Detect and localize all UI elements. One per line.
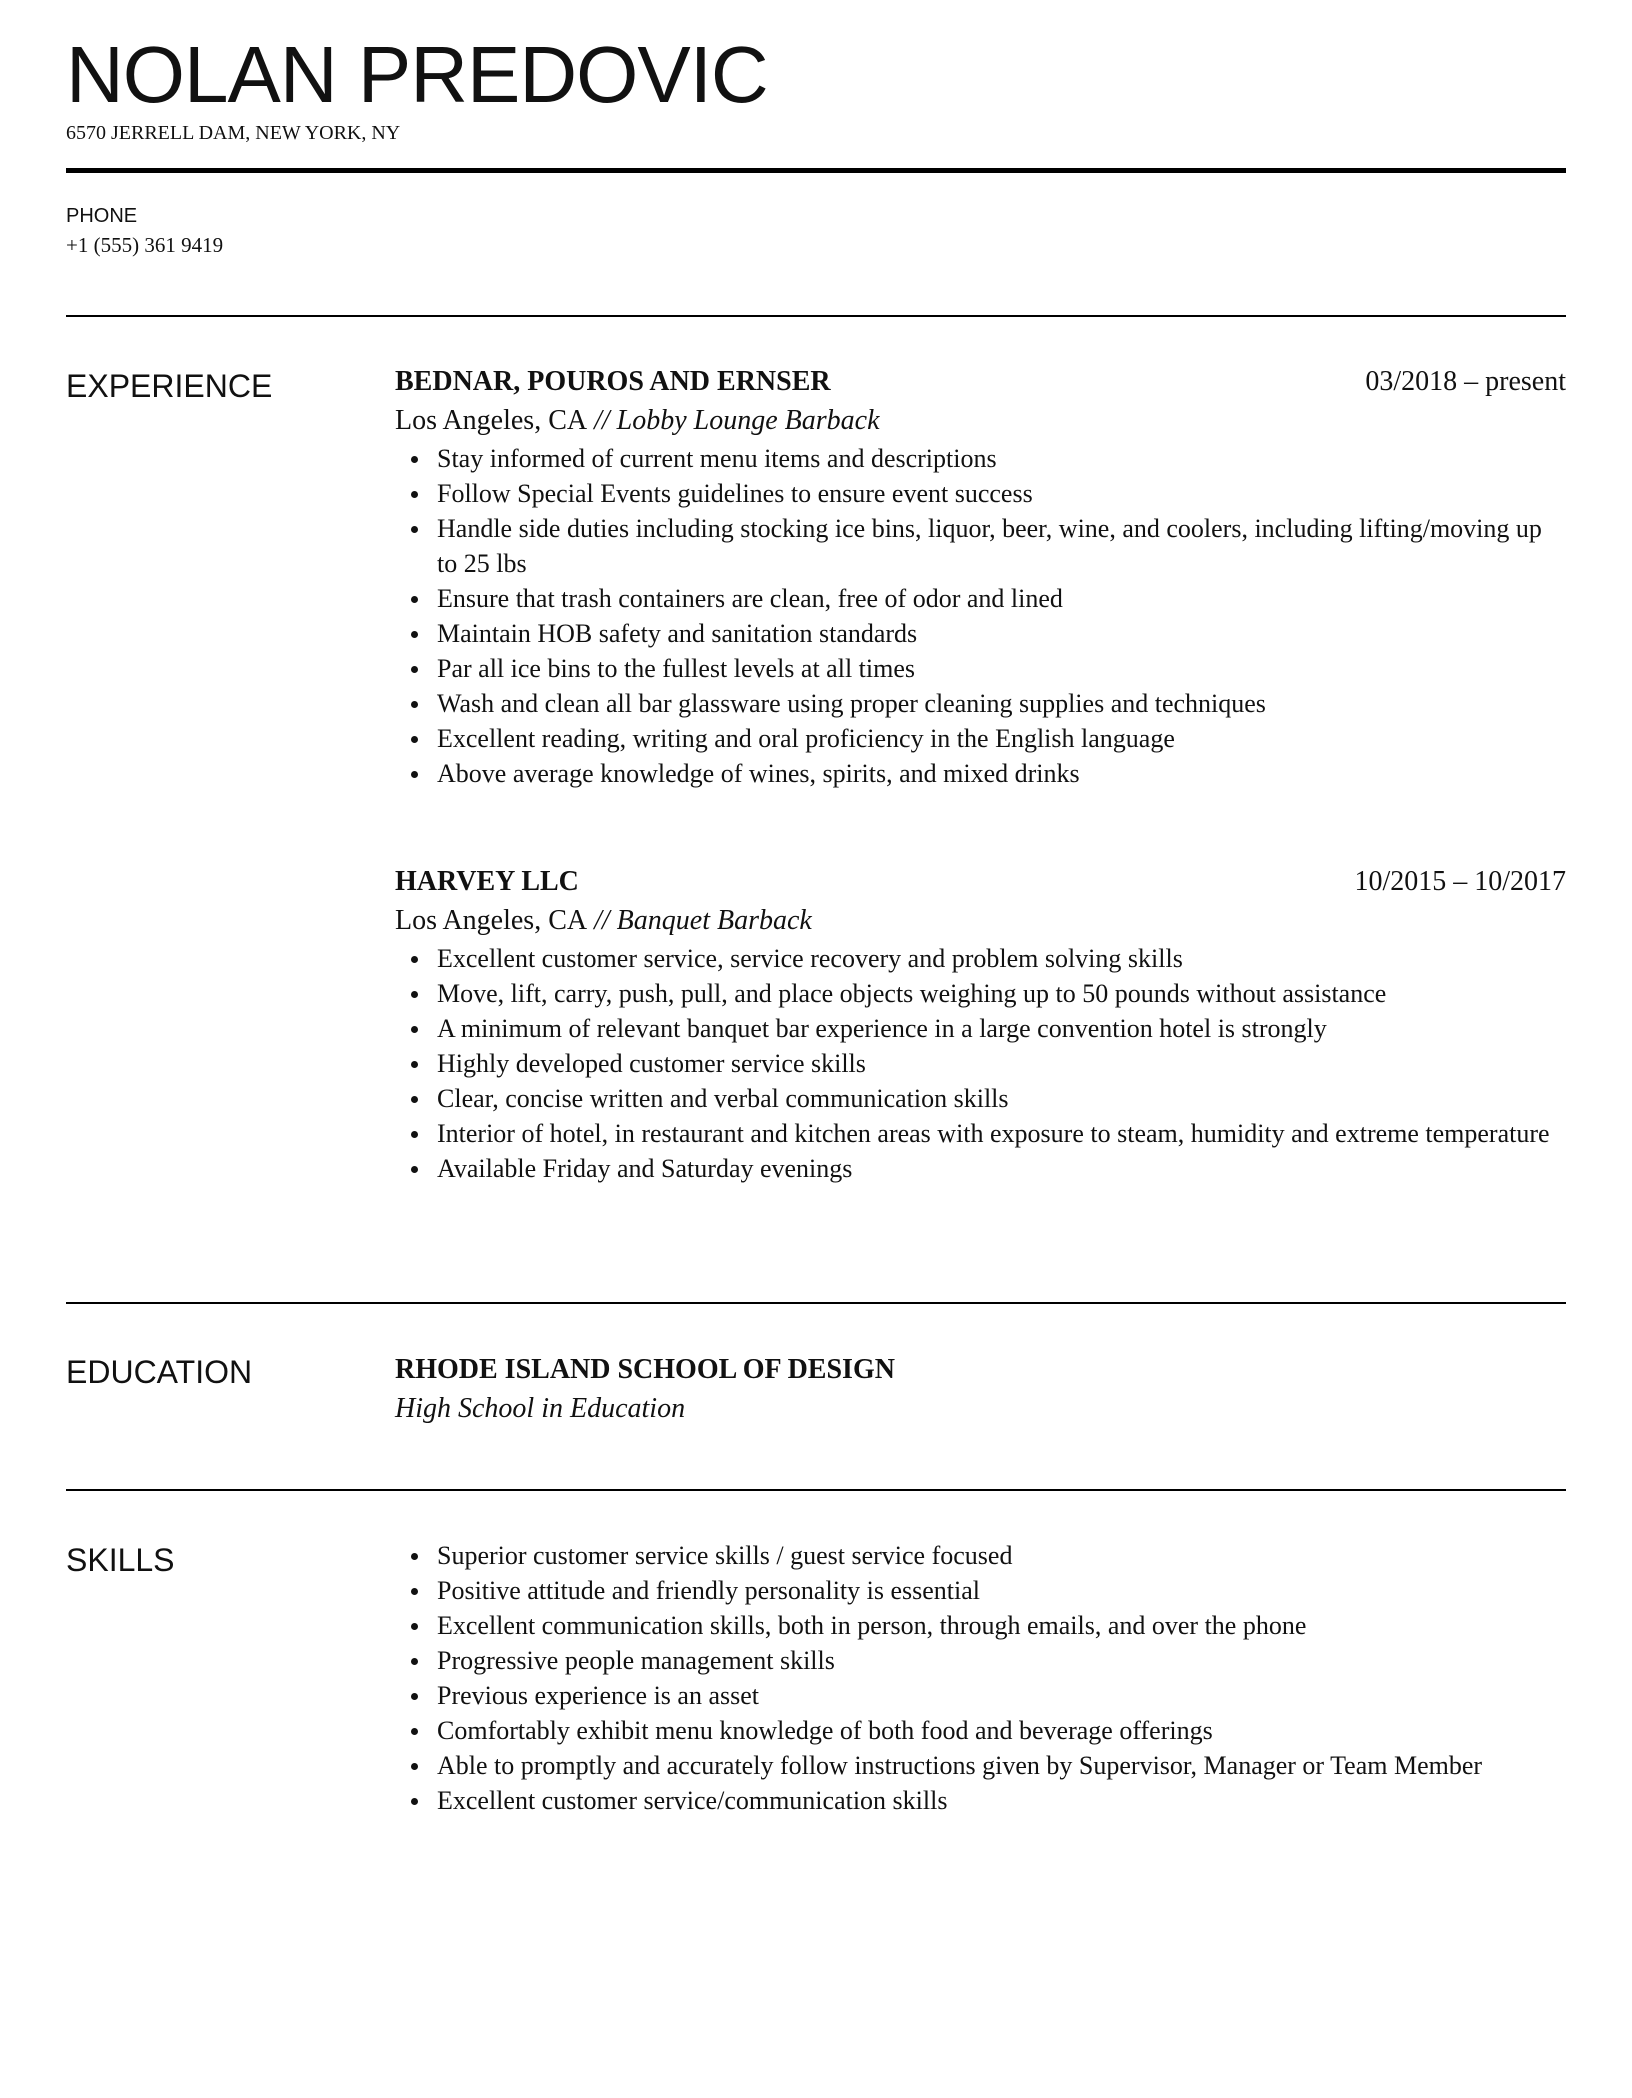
- list-item-text: Wash and clean all bar glassware using proper cleaning supplies and techniques: [437, 689, 1266, 718]
- list-item-text: Previous experience is an asset: [437, 1681, 760, 1710]
- applicant-name: NOLAN PREDOVIC: [66, 30, 768, 119]
- list-item-text: A minimum of relevant banquet bar experience in a large convention hotel is strongly: [437, 1014, 1327, 1043]
- job-location: Los Angeles, CA: [395, 905, 588, 936]
- job-separator: //: [587, 905, 617, 936]
- list-item-text: Maintain HOB safety and sanitation standards: [437, 619, 918, 648]
- header-divider: [66, 168, 1566, 173]
- list-item: [395, 441, 1566, 476]
- list-item: [395, 1116, 1566, 1151]
- bullet-icon: [411, 526, 418, 533]
- list-item: [395, 941, 1566, 976]
- job-company: BEDNAR, POUROS AND ERNSER: [395, 366, 831, 397]
- job-role: Lobby Lounge Barback: [616, 405, 880, 436]
- job-subline: [395, 401, 1566, 441]
- list-item: [395, 1151, 1566, 1186]
- bullet-icon: [411, 456, 418, 463]
- job-entry: [395, 363, 1566, 791]
- list-item-text: Follow Special Events guidelines to ensure event success: [437, 479, 1033, 508]
- job-header: [395, 863, 1566, 901]
- list-item-text: Available Friday and Saturday evenings: [437, 1154, 853, 1183]
- bullet-icon: [411, 1131, 418, 1138]
- bullet-icon: [411, 1588, 418, 1595]
- list-item-text: Handle side duties including stocking ice bins, liquor, beer, wine, and coolers, including lifting/moving up to 25 lbs: [437, 514, 1542, 578]
- bullet-icon: [411, 491, 418, 498]
- applicant-address: 6570 JERRELL DAM, NEW YORK, NY: [66, 122, 401, 144]
- phone-number: +1 (555) 361 9419: [66, 233, 224, 257]
- list-item: [395, 1011, 1566, 1046]
- job-entry: [395, 863, 1566, 1186]
- list-item-text: Able to promptly and accurately follow instructions given by Supervisor, Manager or Team Member: [437, 1751, 1483, 1780]
- list-item-text: Positive attitude and friendly personality is essential: [437, 1576, 981, 1605]
- list-item-text: Above average knowledge of wines, spirits, and mixed drinks: [437, 759, 1080, 788]
- job-location: Los Angeles, CA: [395, 405, 588, 436]
- list-item: [395, 1538, 1566, 1573]
- list-item-text: Stay informed of current menu items and descriptions: [437, 444, 997, 473]
- list-item-text: Interior of hotel, in restaurant and kitchen areas with exposure to steam, humidity and extreme temperature: [437, 1119, 1550, 1148]
- bullet-icon: [411, 1798, 418, 1805]
- bullet-icon: [411, 701, 418, 708]
- list-item: [395, 976, 1566, 1011]
- list-item-text: Par all ice bins to the fullest levels at all times: [437, 654, 915, 683]
- job-dates: 10/2015 – 10/2017: [1354, 866, 1566, 897]
- bullet-icon: [411, 1096, 418, 1103]
- list-item: [395, 1573, 1566, 1608]
- list-item: [395, 1713, 1566, 1748]
- bullet-icon: [411, 1061, 418, 1068]
- bullet-icon: [411, 1026, 418, 1033]
- list-item: [395, 1081, 1566, 1116]
- section-divider: [66, 315, 1566, 317]
- list-item-text: Move, lift, carry, push, pull, and place objects weighing up to 50 pounds without assistance: [437, 979, 1387, 1008]
- bullet-icon: [411, 1763, 418, 1770]
- bullet-icon: [411, 631, 418, 638]
- job-subline: [395, 901, 1566, 941]
- phone-label: PHONE: [66, 205, 138, 227]
- list-item-text: Excellent customer service/communication skills: [437, 1786, 948, 1815]
- education-heading: EDUCATION: [66, 1354, 253, 1390]
- job-duties-list: [395, 441, 1566, 791]
- list-item: [395, 616, 1566, 651]
- skills-list: [395, 1538, 1566, 1818]
- list-item: [395, 686, 1566, 721]
- list-item-text: Clear, concise written and verbal communication skills: [437, 1084, 1009, 1113]
- experience-heading: EXPERIENCE: [66, 368, 273, 404]
- list-item: [395, 1608, 1566, 1643]
- bullet-icon: [411, 596, 418, 603]
- skills-heading: SKILLS: [66, 1542, 175, 1578]
- list-item: [395, 1748, 1566, 1783]
- list-item: [395, 581, 1566, 616]
- bullet-icon: [411, 1553, 418, 1560]
- list-item: [395, 1643, 1566, 1678]
- bullet-icon: [411, 1658, 418, 1665]
- list-item: [395, 1046, 1566, 1081]
- job-company: HARVEY LLC: [395, 866, 579, 897]
- list-item: [395, 756, 1566, 791]
- list-item-text: Excellent customer service, service recovery and problem solving skills: [437, 944, 1183, 973]
- bullet-icon: [411, 991, 418, 998]
- section-divider: [66, 1489, 1566, 1491]
- list-item-text: Superior customer service skills / guest service focused: [437, 1541, 1013, 1570]
- bullet-icon: [411, 1728, 418, 1735]
- list-item: [395, 651, 1566, 686]
- bullet-icon: [411, 1693, 418, 1700]
- bullet-icon: [411, 956, 418, 963]
- bullet-icon: [411, 666, 418, 673]
- job-dates: 03/2018 – present: [1365, 366, 1566, 397]
- education-entry: [395, 1351, 1566, 1429]
- list-item: [395, 1678, 1566, 1713]
- list-item-text: Excellent reading, writing and oral proficiency in the English language: [437, 724, 1175, 753]
- list-item-text: Progressive people management skills: [437, 1646, 835, 1675]
- bullet-icon: [411, 736, 418, 743]
- bullet-icon: [411, 1623, 418, 1630]
- job-header: [395, 363, 1566, 401]
- degree: High School in Education: [395, 1393, 686, 1424]
- list-item: [395, 511, 1566, 581]
- list-item: [395, 721, 1566, 756]
- school-name: RHODE ISLAND SCHOOL OF DESIGN: [395, 1354, 895, 1385]
- list-item: [395, 476, 1566, 511]
- skills-entry: [395, 1538, 1566, 1818]
- list-item-text: Comfortably exhibit menu knowledge of both food and beverage offerings: [437, 1716, 1213, 1745]
- list-item-text: Highly developed customer service skills: [437, 1049, 866, 1078]
- job-separator: //: [587, 405, 617, 436]
- section-divider: [66, 1302, 1566, 1304]
- list-item-text: Ensure that trash containers are clean, free of odor and lined: [437, 584, 1063, 613]
- bullet-icon: [411, 771, 418, 778]
- bullet-icon: [411, 1166, 418, 1173]
- list-item-text: Excellent communication skills, both in person, through emails, and over the phone: [437, 1611, 1307, 1640]
- job-role: Banquet Barback: [616, 905, 812, 936]
- list-item: [395, 1783, 1566, 1818]
- job-duties-list: [395, 941, 1566, 1186]
